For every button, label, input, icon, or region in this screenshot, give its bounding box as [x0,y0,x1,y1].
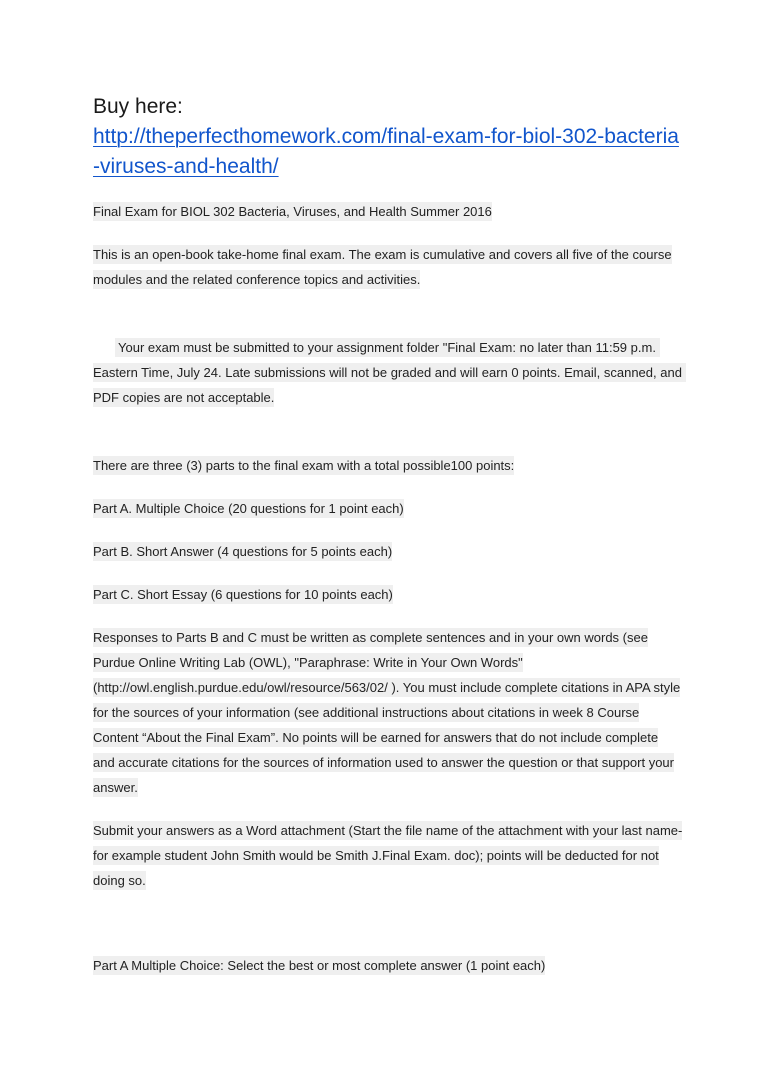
document-body [93,92,686,996]
responses-paragraph [93,625,683,800]
part-c-summary [93,582,683,607]
part-a-heading [93,953,683,978]
parts-intro-text: There are three (3) parts to the final exam with a total possible100 points: [93,458,515,473]
part-a-heading-text: Part A Multiple Choice: Select the best or most complete answer (1 point each) [93,958,546,973]
responses-text: Responses to Parts B and C must be written as complete sentences and in your own words (see Purdue Online Writing Lab (OWL), "Paraphrase: Write in Your Own Words" (http://owl.english.purdue.edu/owl/resource/563/02/ ). You must include complete citations in APA style for the sources of your information (see additional instructions about citations in week 8 Course Content “About the Final Exam”. No points will be earned for answers that do not include complete and accurate citations for the sources of information used to answer the question or that support your answer. [93,630,681,795]
parts-intro-paragraph [93,453,683,478]
intro-text: This is an open-book take-home final exam. The exam is cumulative and covers all five of the course modules and the related conference topics and activities. [93,247,672,287]
buy-here-label: Buy here: [93,95,183,118]
part-a-summary-text: Part A. Multiple Choice (20 questions for 1 point each) [93,501,404,516]
part-b-summary [93,539,683,564]
part-a-summary [93,496,683,521]
part-c-summary-text: Part C. Short Essay (6 questions for 10 points each) [93,587,393,602]
intro-paragraph [93,242,683,292]
part-b-summary-text: Part B. Short Answer (4 questions for 5 points each) [93,544,393,559]
submit-word-text: Submit your answers as a Word attachment (Start the file name of the attachment with your last name-for example student John Smith would be Smith J.Final Exam. doc); points will be deducted for not doing so. [93,823,683,888]
submit-word-paragraph [93,818,683,893]
spacer [93,911,683,953]
product-link[interactable]: http://theperfecthomework.com/final-exam-for-biol-302-bacteria-viruses-and-health/ [93,125,679,178]
exam-title [93,199,683,224]
submission-text: Your exam must be submitted to your assignment folder "Final Exam: no later than 11:59 p.m. Eastern Time, July 24. Late submissions will not be graded and will earn 0 points. Email, scanned, and PDF copies are not acceptable. [93,340,686,405]
exam-title-text: Final Exam for BIOL 302 Bacteria, Viruses, and Health Summer 2016 [93,204,492,219]
submission-paragraph [93,310,686,435]
